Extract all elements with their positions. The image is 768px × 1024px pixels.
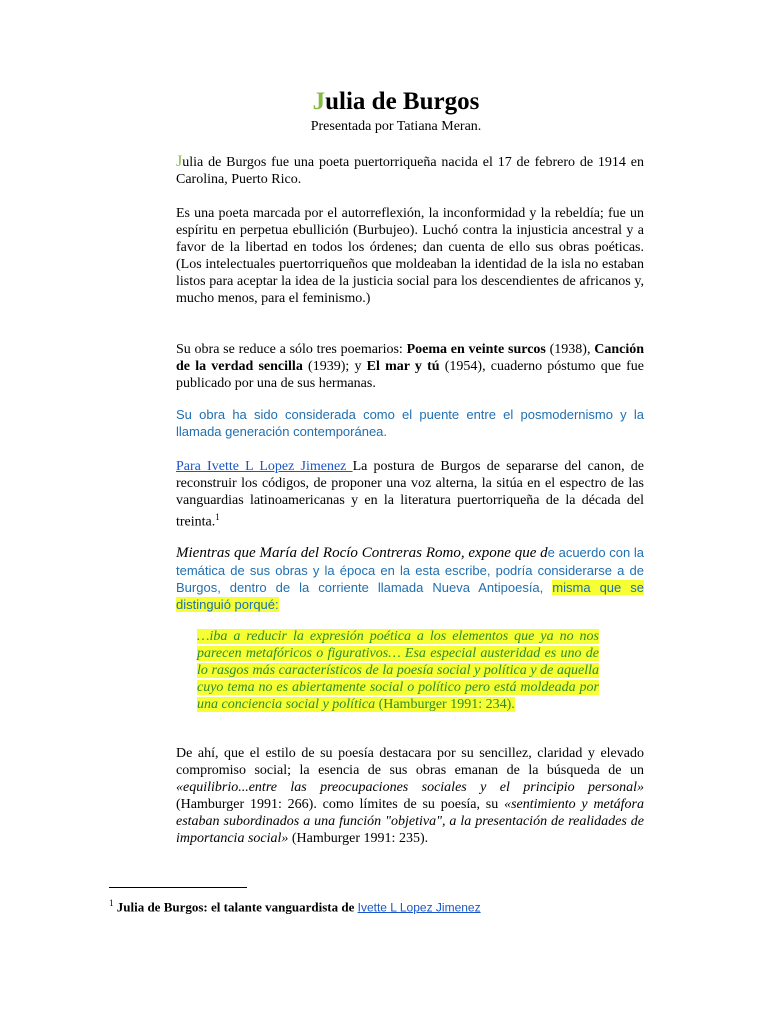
paragraph-postura	[162, 458, 644, 531]
text-run: (1939); y	[302, 359, 367, 374]
highlighted-text: misma que se distinguió porqué:	[176, 580, 645, 612]
footnote-ref[interactable]: 1	[215, 512, 220, 522]
paragraph-puente: Su obra ha sido considerada como el puente entre el posmodernismo y la llamada generación contemporánea.	[176, 407, 644, 439]
paragraph-intro	[162, 153, 644, 188]
paragraph-contreras	[162, 544, 644, 613]
quote-text: …iba a reducir la expresión poética a los elementos que ya no nos parecen metafóricos o figurativos… Esa especial austeridad es uno de lo rasgos más característicos de la poesía social y política y de aquella cuyo tema no es abiertamente social o político pero está moldeada por una conciencia social y política	[197, 629, 599, 712]
page-title	[162, 88, 630, 116]
block-quote	[197, 628, 599, 713]
footnote-separator	[109, 887, 247, 888]
quote-reference: (Hamburger 1991: 234).	[375, 697, 515, 712]
title-initial: J	[312, 88, 326, 115]
text-run: (Hamburger 1991: 235).	[288, 831, 429, 846]
title-rest: ulia de Burgos	[325, 88, 480, 115]
author-link[interactable]: Para Ivette L Lopez Jimenez	[176, 459, 353, 474]
footnote	[109, 895, 669, 915]
paragraph-rebeldia: Es una poeta marcada por el autorreflexión, la inconformidad y la rebeldía; fue un espíritu en perpetua ebullición (Burbujeo). Luchó contra la injusticia ancestral y a favor de la libertad en todos los órdenes; dan cuenta de ello sus obras poéticas. (Los intelectuales puertorriqueños que moldeaban la identidad de la isla no estaban listos para aceptar la idea de la justicia social para los descendientes de africanos y, mucho menos, para el feminismo.)	[176, 206, 644, 306]
text-run: Mientras que María del Rocío Contreras Romo, expone que d	[176, 545, 548, 561]
text-run: e acuerdo con la temática de sus obras y la época en la esta escribe, podría considerarse a de Burgos, dentro de la corriente llamada Nueva Antipoesía,	[176, 545, 645, 595]
text-run: De ahí, que el estilo de su poesía destacara por su sencillez, claridad y elevado compromiso social; la esencia de sus obras emanan de la búsqueda de un	[176, 746, 644, 778]
text-run: (Hamburger 1991: 266). como límites de su poesía, su	[176, 797, 505, 812]
paragraph-initial: J	[176, 153, 183, 170]
paragraph-estilo	[162, 745, 644, 847]
text-run: La postura de Burgos de separarse del canon, de reconstruir los códigos, de proponer una voz alterna, la sitúa en el espectro de las vanguardias latinoamericanas y en la literatura puertorriqueña de la década del treinta.	[176, 459, 644, 530]
paragraph-poemarios	[162, 341, 644, 392]
work-title: Poema en veinte surcos	[406, 342, 546, 357]
work-title: Canción de la verdad sencilla	[176, 342, 644, 374]
text-run: (1954), cuaderno póstumo que fue publicado por una de sus hermanas.	[176, 359, 644, 391]
quotation: «sentimiento y metáfora estaban subordinados a una función "objetiva", a la presentación de realidades de importancia social»	[176, 797, 645, 846]
footnote-mark: 1	[109, 898, 114, 908]
paragraph-intro-text: ulia de Burgos fue una poeta puertorriqueña nacida el 17 de febrero de 1914 en Carolina, Puerto Rico.	[176, 155, 644, 187]
footnote-text: Julia de Burgos: el talante vanguardista de	[113, 899, 358, 915]
text-run: Su obra se reduce a sólo tres poemarios:	[176, 342, 407, 357]
text-run: (1938),	[545, 342, 595, 357]
page-subtitle: Presentada por Tatiana Meran.	[310, 119, 482, 134]
quotation: «equilibrio...entre las preocupaciones sociales y el principio personal»	[176, 780, 644, 795]
footnote-link[interactable]: Ivette L Lopez Jimenez	[357, 900, 481, 915]
work-title: El mar y tú	[366, 359, 440, 374]
